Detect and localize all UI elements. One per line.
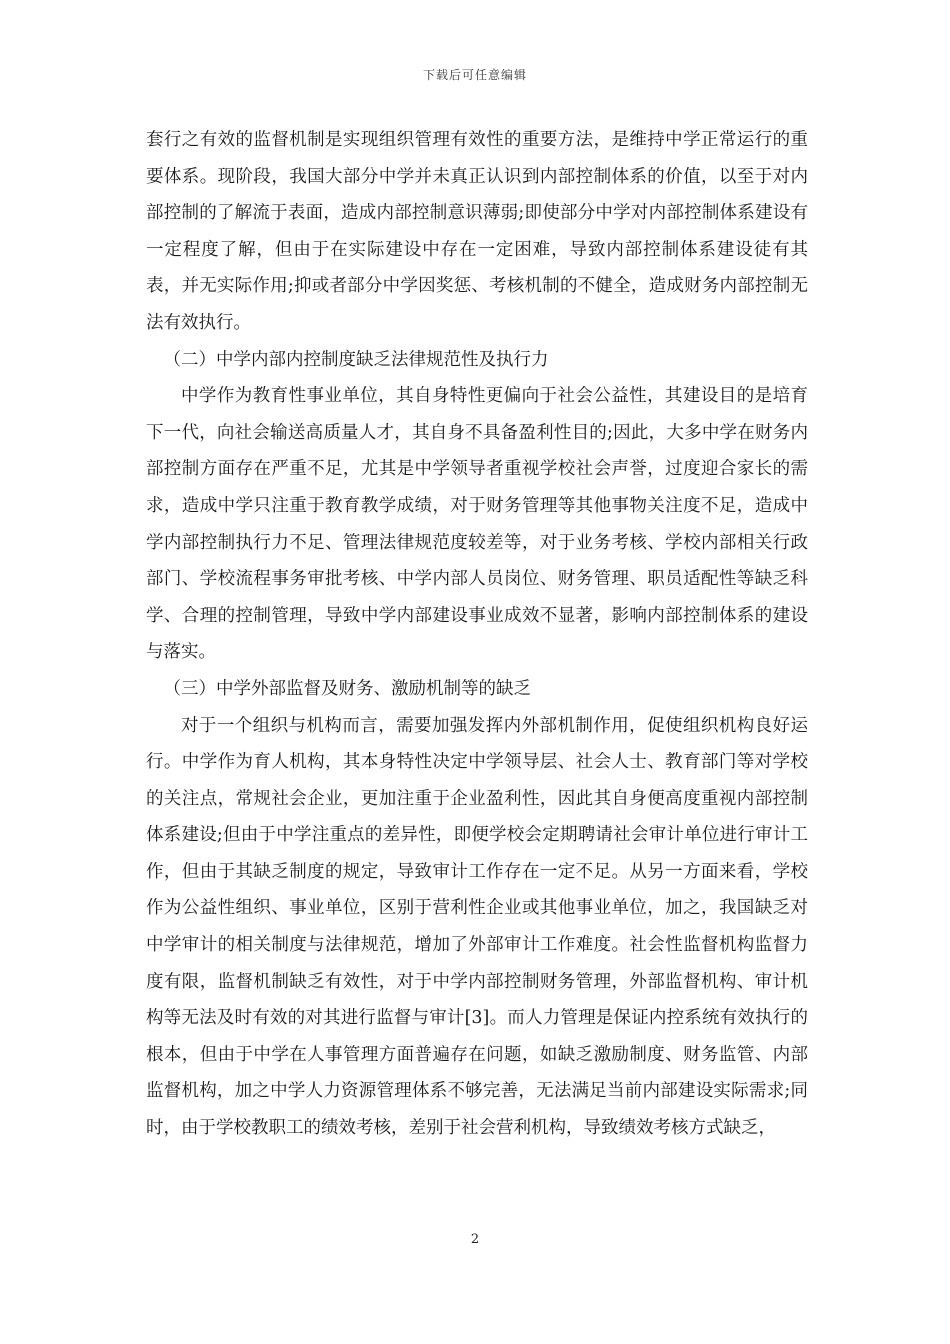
page-number: 2 bbox=[470, 1232, 480, 1247]
section-heading-2: （二）中学内部内控制度缺乏法律规范性及执行力 bbox=[163, 349, 549, 370]
paragraph-section-3: 对于一个组织与机构而言，需要加强发挥内外部机制作用，促使组织机构良好运行。中学作为育人机构，其本身特性决定中学领导层、社会人士、教育部门等对学校的关注点，常规社会企业，更加注重于企业盈利性，因此其自身便高度重视内部控制体系建设;但由于中学注重点的差异性，即便学校会定期聘请社会审计单位进行审计工作，但由于其缺乏制度的规定，导致审计工作存在一定不足。从另一方面来看，学校作为公益性组织、事业单位，区别于营利性企业或其他事业单位，加之，我国缺乏对中学审计的相关制度与法律规范，增加了外部审计工作难度。社会性监督机构监督力度有限，监督机制缺乏有效性，对于中学内部控制财务管理，外部监督机构、审计机构等无法及时有效的对其进行监督与审计[3]。而人力管理是保证内控系统有效执行的根本，但由于中学在人事管理方面普遍存在问题，如缺乏激励制度、财务监管、内部监督机构，加之中学人力资源管理体系不够完善，无法满足当前内部建设实际需求;同时，由于学校教职工的绩效考核，差别于社会营利机构，导致绩效考核方式缺乏， bbox=[146, 715, 808, 1139]
page-header: 下载后可任意编辑 bbox=[422, 68, 527, 82]
paragraph-continued: 套行之有效的监督机制是实现组织管理有效性的重要方法，是维持中学正常运行的重要体系。现阶段，我国大部分中学并未真正认识到内部控制体系的价值，以至于对内部控制的了解流于表面，造成内部控制意识薄弱;即使部分中学对内部控制体系建设有一定程度了解，但由于在实际建设中存在一定困难，导致内部控制体系建设徒有其表，并无实际作用;抑或者部分中学因奖惩、考核机制的不健全，造成财务内部控制无法有效执行。 bbox=[146, 130, 808, 333]
document-body bbox=[146, 122, 808, 1147]
section-heading-3: （三）中学外部监督及财务、激励机制等的缺乏 bbox=[163, 678, 531, 699]
paragraph-section-2: 中学作为教育性事业单位，其自身特性更偏向于社会公益性，其建设目的是培育下一代，向社会输送高质量人才，其自身不具备盈利性目的;因此，大多中学在财务内部控制方面存在严重不足，尤其是中学领导者重视学校社会声誉，过度迎合家长的需求，造成中学只注重于教育教学成绩，对于财务管理等其他事物关注度不足，造成中学内部控制执行力不足、管理法律规范度较差等，对于业务考核、学校内部相关行政部门、学校流程事务审批考核、中学内部人员岗位、财务管理、职员适配性等缺乏科学、合理的控制管理，导致中学内部建设事业成效不显著，影响内部控制体系的建设与落实。 bbox=[146, 386, 808, 663]
